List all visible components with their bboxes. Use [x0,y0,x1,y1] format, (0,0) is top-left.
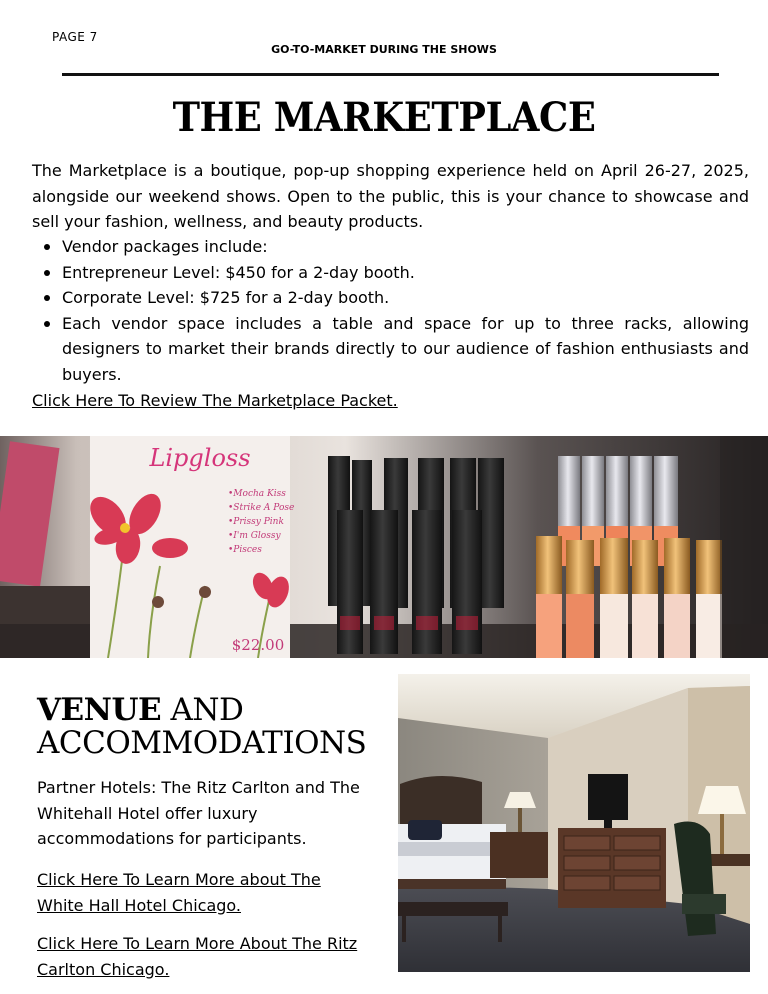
list-item: Vendor packages include: [32,234,749,260]
page-number: PAGE 7 [52,30,98,44]
section-header: GO-TO-MARKET DURING THE SHOWS [271,43,497,56]
sign-shade: •Pisces [228,545,262,555]
sign-shade: •Mocha Kiss [228,489,286,499]
sign-shade: •Strike A Pose [228,503,295,513]
venue-heading [37,694,387,760]
whitehall-hotel-link[interactable]: Click Here To Learn More about The White Hall Hotel Chicago. [37,870,321,915]
sign-shade: •I'm Glossy [228,531,281,541]
marketplace-packet-link[interactable]: Click Here To Review The Marketplace Packet. [32,391,398,410]
sign-price: $22.00 [231,636,285,654]
marketplace-intro: The Marketplace is a boutique, pop-up shopping experience held on April 26-27, 2025, alongside our weekend shows. Open to the public, this is your chance to showcase and sell your fashion, wellness, and beauty products. [32,161,749,231]
ritz-carlton-link[interactable]: Click Here To Learn More About The Ritz Carlton Chicago. [37,934,358,979]
venue-heading-line2: ACCOMMODATIONS [37,725,367,761]
lipgloss-product-photo [0,436,768,658]
list-item: Each vendor space includes a table and space for up to three racks, allowing designers to market their brands directly to our audience of fashion enthusiasts and buyers. [32,311,749,388]
sign-shade: •Prissy Pink [228,517,284,527]
venue-heading-rest: AND [161,692,244,728]
list-item: Corporate Level: $725 for a 2-day booth. [32,285,749,311]
header-divider [62,73,719,76]
venue-description: Partner Hotels: The Ritz Carlton and The Whitehall Hotel offer luxury accommodations for participants. [37,778,360,848]
hotel-room-photo [398,674,750,972]
vendor-package-list [32,234,749,387]
venue-heading-bold: VENUE [37,692,162,728]
list-item: Entrepreneur Level: $450 for a 2-day booth. [32,260,749,286]
page-title: THE MARKETPLACE [172,94,596,141]
sign-title: Lipgloss [149,444,251,472]
